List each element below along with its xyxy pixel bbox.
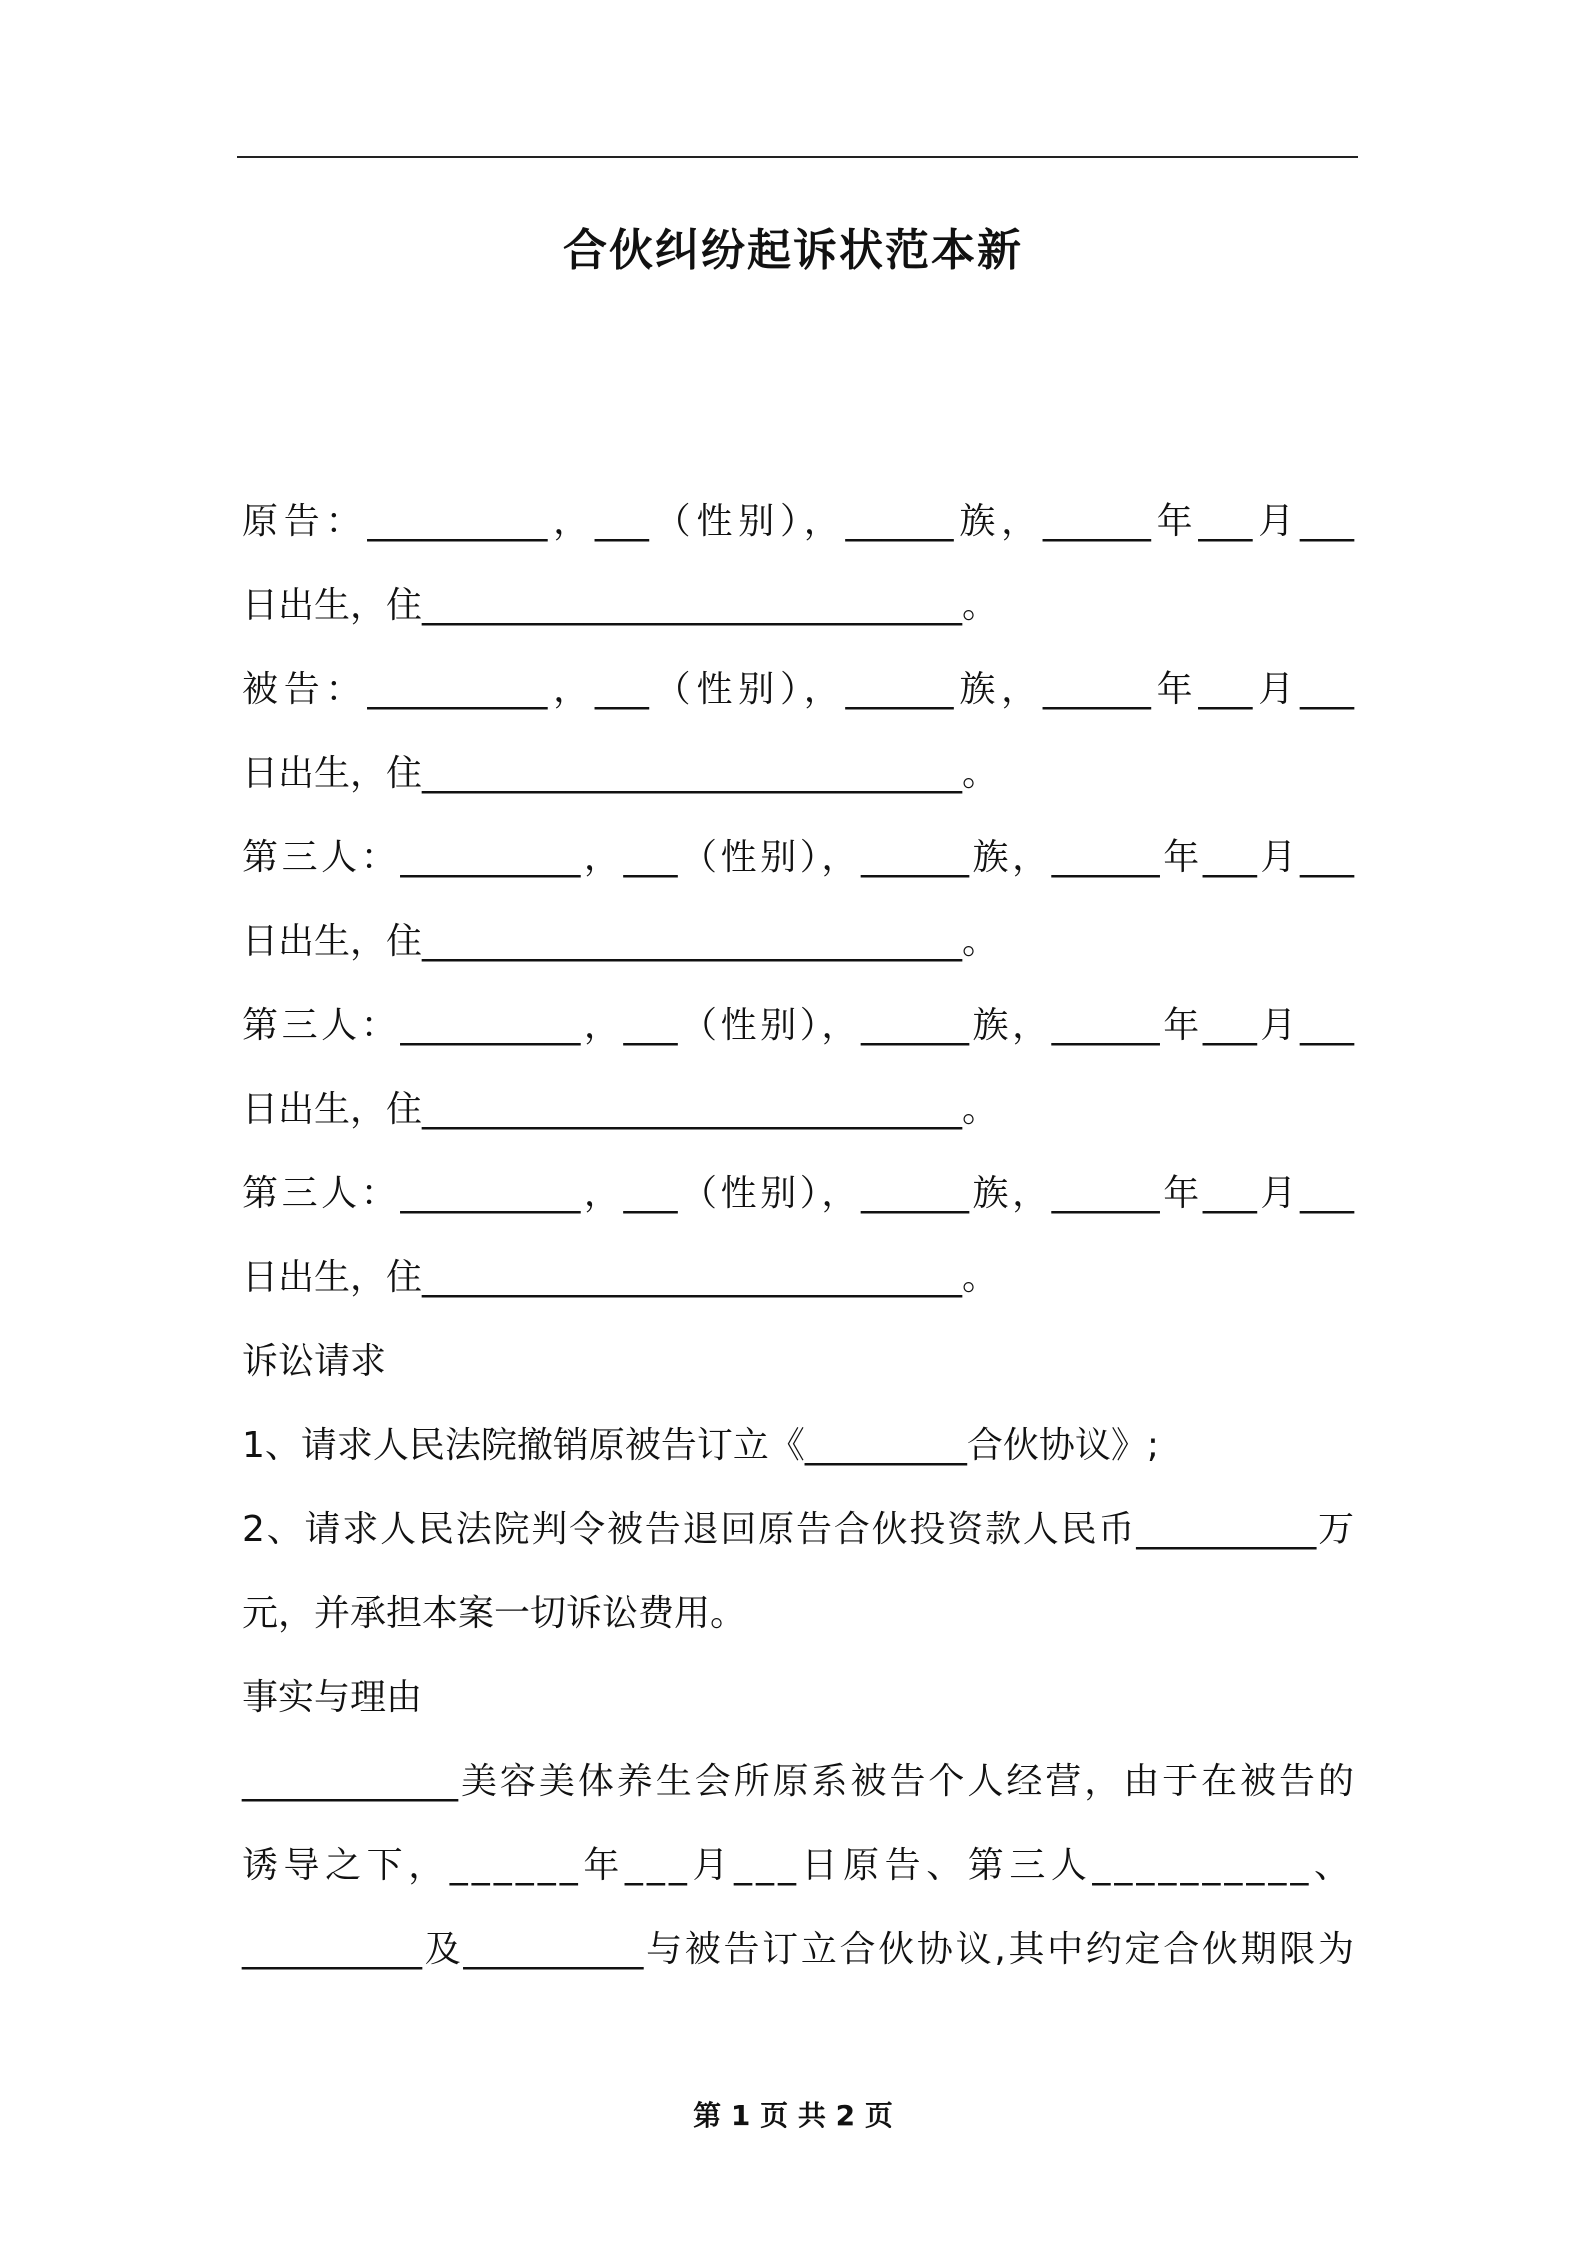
claim-item-1: 1、请求人民法院撤销原被告订立《_________合伙协议》;: [242, 1425, 1160, 1466]
header-rule: [237, 156, 1358, 158]
third-party-address-line-3: 日出生，住______________________________。: [242, 1257, 999, 1298]
claim-item-2-continued: 元，并承担本案一切诉讼费用。: [242, 1593, 747, 1634]
third-party-line-1: 第三人：__________，___（性别），______族，______年___月___: [242, 837, 1354, 878]
page-number-footer: 第 1 页 共 2 页: [693, 2099, 893, 2132]
defendant-line: 被告：__________，___（性别），______族，______年___月___: [242, 669, 1354, 710]
third-party-address-line-1: 日出生，住______________________________。: [242, 921, 999, 962]
claims-heading: 诉讼请求: [242, 1341, 387, 1382]
facts-paragraph-line-3: __________及__________与被告订立合伙协议,其中约定合伙期限为: [242, 1929, 1354, 1970]
document-title: 合伙纠纷起诉状范本新: [563, 225, 1023, 276]
facts-paragraph-line-1: ____________美容美体养生会所原系被告个人经营，由于在被告的: [242, 1761, 1354, 1802]
defendant-address-line: 日出生，住______________________________。: [242, 753, 999, 794]
plaintiff-line: 原告：__________，___（性别），______族，______年___月___: [242, 501, 1354, 542]
third-party-line-3: 第三人：__________，___（性别），______族，______年___月___: [242, 1173, 1354, 1214]
facts-heading: 事实与理由: [242, 1677, 423, 1718]
third-party-address-line-2: 日出生，住______________________________。: [242, 1089, 999, 1130]
claim-item-2: 2、请求人民法院判令被告退回原告合伙投资款人民币__________万: [242, 1509, 1354, 1550]
document-body: [242, 492, 1354, 2004]
plaintiff-address-line: 日出生，住______________________________。: [242, 585, 999, 626]
facts-paragraph-line-2: 诱导之下，______年___月___日原告、第三人__________、: [242, 1845, 1354, 1886]
third-party-line-2: 第三人：__________，___（性别），______族，______年___月___: [242, 1005, 1354, 1046]
